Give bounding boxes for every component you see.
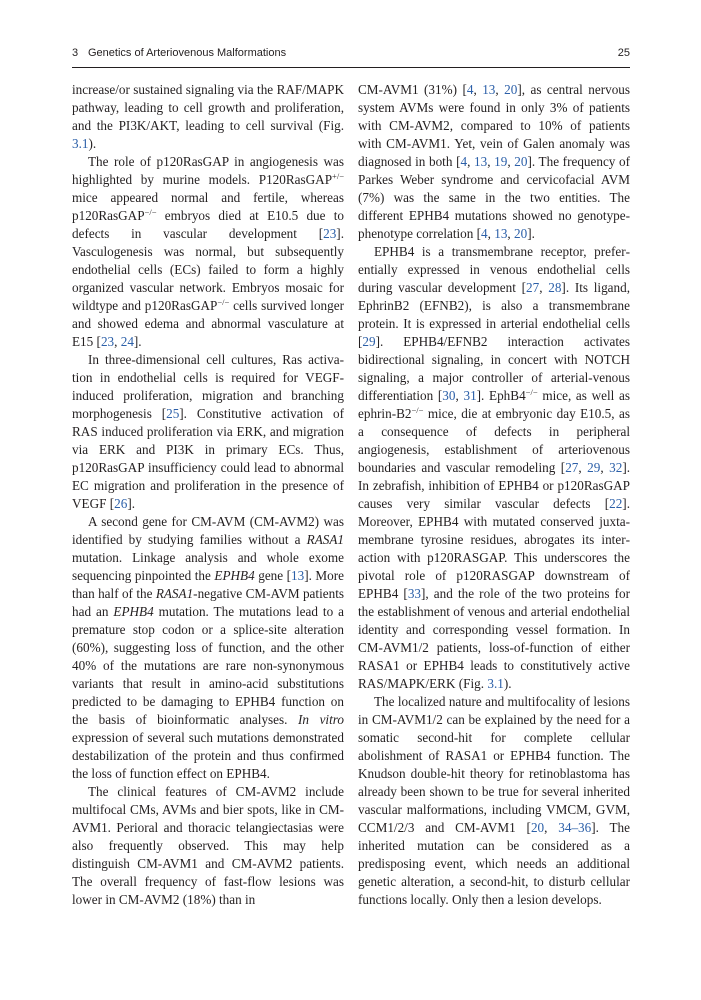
citation-link[interactable]: 20	[504, 82, 518, 97]
citation-link[interactable]: 33	[407, 586, 421, 601]
gene-name: EPHB4	[113, 604, 154, 619]
citation-link[interactable]: 13	[474, 154, 488, 169]
text: The clinical features of CM-AVM2 include multifocal CMs, AVMs and bier spots, like in CM-AVM1. Perioral and thoracic telangiectasias were also frequently observed. This may help distinguish CM-AVM1 and CM-AVM2 patients. The overall frequency of fast-flow lesions was lower in CM-AVM2 (18%) than in	[72, 784, 344, 907]
paragraph-cm-avm-frequency	[358, 81, 630, 243]
citation-link[interactable]: 4	[460, 154, 468, 169]
paragraph-ephb4-receptor	[358, 243, 630, 693]
text: ,	[539, 280, 549, 295]
citation-link[interactable]: 27	[565, 460, 579, 475]
citation-link[interactable]: 23	[323, 226, 337, 241]
text: ], and the role of the two proteins for the establishment of venous and arterial endothelial identity and corresponding vessel formation. In CM-AVM1/2 patients, loss-of-function of either RASA1 or EPHB4 leads to constitutively active RAS/MAPK/ERK (Fig.	[358, 586, 630, 691]
citation-link[interactable]: 20	[530, 820, 545, 835]
text: ,	[455, 388, 464, 403]
gene-name: RASA1	[155, 586, 194, 601]
text: ,	[507, 154, 515, 169]
text: ,	[114, 334, 121, 349]
text: ]. The inherited mutation can be considered as a predisposing event, which needs an additional genetic alteration, a second-hit, to disturb cellular functions locally. Only then a lesion develops.	[358, 820, 630, 907]
text: ,	[467, 154, 475, 169]
text: ,	[600, 460, 610, 475]
citation-link[interactable]: 13	[494, 226, 508, 241]
text: ,	[487, 226, 495, 241]
header-rule	[72, 67, 630, 68]
genotype-superscript: −/−	[144, 207, 157, 217]
genotype-superscript: +/−	[332, 171, 344, 181]
page-number: 25	[617, 47, 630, 59]
text: ]. In zebrafish, inhibition of EPHB4 or p120RasGAP causes very similar vascular defects [	[358, 460, 631, 511]
text: In three-dimensional cell cultures, Ras activation in endothelial cells is required for VEGF-induced proliferation, migration and branching morphogenesis [	[72, 352, 344, 421]
text: -negative CM-AVM patients had an	[72, 586, 344, 619]
text: ]. Moreover, EPHB4 with mutated conserved juxtamembrane tyrosine residues, abrogates its interaction with p120RASGAP. This underscores the pivotal role of p120RASGAP downstream of EPHB4 [	[358, 496, 630, 601]
citation-link[interactable]: 25	[166, 406, 180, 421]
text: The role of p120RasGAP in angiogenesis was highlighted by murine models. P120RasGAP	[72, 154, 344, 187]
text: increase/or sustained signaling via the RAF/MAPK pathway, leading to cell growth and proliferation, and the PI3K/AKT, leading to cell survival (Fig.	[72, 82, 344, 133]
text: ,	[495, 82, 505, 97]
figure-link[interactable]: 3.1	[72, 136, 89, 151]
chapter-title: Genetics of Arteriovenous Malformations	[88, 47, 287, 59]
text: ]. Vasculogenesis was normal, but subsequently endothelial cells (ECs) failed to form a highly organized vascular network. Embryos mosaic for wildtype and p120RasGAP	[72, 226, 344, 313]
citation-link[interactable]: 13	[291, 568, 305, 583]
text: mutation. Linkage analysis and whole exome sequencing pinpointed the	[72, 550, 344, 583]
text: gene [	[254, 568, 292, 583]
citation-link[interactable]: 20	[514, 226, 528, 241]
text: ].	[127, 496, 136, 511]
citation-link[interactable]: 30	[442, 388, 456, 403]
paragraph-second-gene	[72, 513, 344, 783]
citation-link[interactable]: 22	[609, 496, 623, 511]
citation-link[interactable]: 19	[494, 154, 508, 169]
text: ).	[88, 136, 97, 151]
citation-link[interactable]: 32	[609, 460, 623, 475]
text: ,	[578, 460, 588, 475]
text: mice, die at embryonic day E10.5, as a consequence of defects in peripheral angiogenesis, establishment of arteriovenous boundaries and vascular remodeling [	[358, 406, 630, 475]
left-column	[72, 81, 344, 909]
citation-link[interactable]: 27	[526, 280, 540, 295]
citation-link[interactable]: 20	[514, 154, 528, 169]
genotype-superscript: −/−	[525, 387, 538, 397]
text: CM-AVM1 (31%) [	[358, 82, 467, 97]
citation-link[interactable]: 4	[481, 226, 488, 241]
italic-term: In vitro	[298, 712, 344, 727]
citation-link[interactable]: 4	[466, 82, 474, 97]
text: ].	[527, 226, 535, 241]
citation-link[interactable]: 26	[114, 496, 128, 511]
citation-link[interactable]: 29	[587, 460, 601, 475]
text: ,	[487, 154, 495, 169]
text: ].	[133, 334, 142, 349]
text: ]. Constitutive activation of RAS induced proliferation via ERK, and migration via ERK and PI3K in primary ECs. Thus, p120RasGAP insufficiency could lead to abnormal EC migration and proliferation in the presence of VEGF [	[72, 406, 344, 511]
citation-link[interactable]: 31	[463, 388, 477, 403]
paragraph-clinical-features	[72, 783, 344, 909]
text: cells survived longer and showed edema and abnormal vasculature at E15 [	[72, 298, 344, 349]
running-head-chapter	[72, 47, 286, 59]
paragraph-ras-signaling	[72, 81, 344, 153]
citation-link[interactable]: 23	[100, 334, 115, 349]
text: ,	[507, 226, 515, 241]
chapter-number: 3	[72, 47, 79, 59]
figure-link[interactable]: 3.1	[487, 676, 504, 691]
text: A second gene for CM-AVM (CM-AVM2) was identified by studying families without a	[72, 514, 344, 547]
right-column	[358, 81, 630, 909]
text: ).	[503, 676, 512, 691]
text: EPHB4 is a transmembrane receptor, preferentially expressed in venous endothelial cells during vascular development [	[358, 244, 630, 295]
genotype-superscript: −/−	[217, 297, 230, 307]
text: ]. The frequency of Parkes Weber syndrome and cervicofacial AVM (7%) was the same in the two entities. The different EPHB4 mutations showed no genotype-phenotype correlation [	[358, 154, 631, 241]
citation-link[interactable]: 24	[120, 334, 134, 349]
text: ]. More than half of the	[72, 568, 344, 601]
citation-link[interactable]: 34–36	[558, 820, 592, 835]
text: mice, as well as ephrin-B2	[358, 388, 630, 421]
text: The localized nature and multifocality of lesions in CM-AVM1/2 can be explained by the need for a somatic second-hit for complete cellular abolishment of RASA1 or EPHB4 function. The Knudson double-hit theory for retinoblastoma has already been shown to be true for several inherited vascular malformations, including VMCM, GVM, CCM1/2/3 and CM-AVM1 [	[358, 694, 630, 835]
citation-link[interactable]: 13	[482, 82, 496, 97]
text: ]. Its ligand, EphrinB2 (EFNB2), is also a transmembrane protein. It is expressed in arterial endothelial cells [	[358, 280, 630, 349]
text: mice appeared normal and fertile, whereas p120RasGAP	[72, 190, 344, 223]
text: mutation. The mutations lead to a premature stop codon or a splice-site alteration (60%), suggesting loss of function, and the other 40% of the mutations are rare non-synonymous variants that result in amino-acid substitutions predicted to be damaging to EPHB4 function on the basis of bioinformatic analyses.	[72, 604, 344, 727]
citation-link[interactable]: 29	[362, 334, 376, 349]
text: expression of several such mutations demonstrated destabilization of the protein and thus confirmed the loss of function effect on EPHB4.	[72, 730, 344, 781]
genotype-superscript: −/−	[411, 405, 424, 415]
gene-name: EPHB4	[214, 568, 255, 583]
paragraph-localized-nature	[358, 693, 630, 909]
text: ,	[473, 82, 483, 97]
gene-name: RASA1	[306, 532, 344, 547]
text: ]. EPHB4/EFNB2 interaction activates bidirectional signaling, in concert with NOTCH signaling, a major controller of arterial-venous differentiation [	[358, 334, 630, 403]
text: ,	[544, 820, 559, 835]
paragraph-murine-models	[72, 153, 344, 351]
text: embryos died at E10.5 due to defects in vascular development [	[72, 208, 344, 241]
paragraph-cell-cultures	[72, 351, 344, 513]
text: ], as central nervous system AVMs were found in only 3% of patients with CM-AVM2, compared to 10% of patients with CM-AVM1. Yet, vein of Galen anomaly was diagnosed in both [	[358, 82, 631, 169]
text: ]. EphB4	[476, 388, 526, 403]
citation-link[interactable]: 28	[548, 280, 562, 295]
